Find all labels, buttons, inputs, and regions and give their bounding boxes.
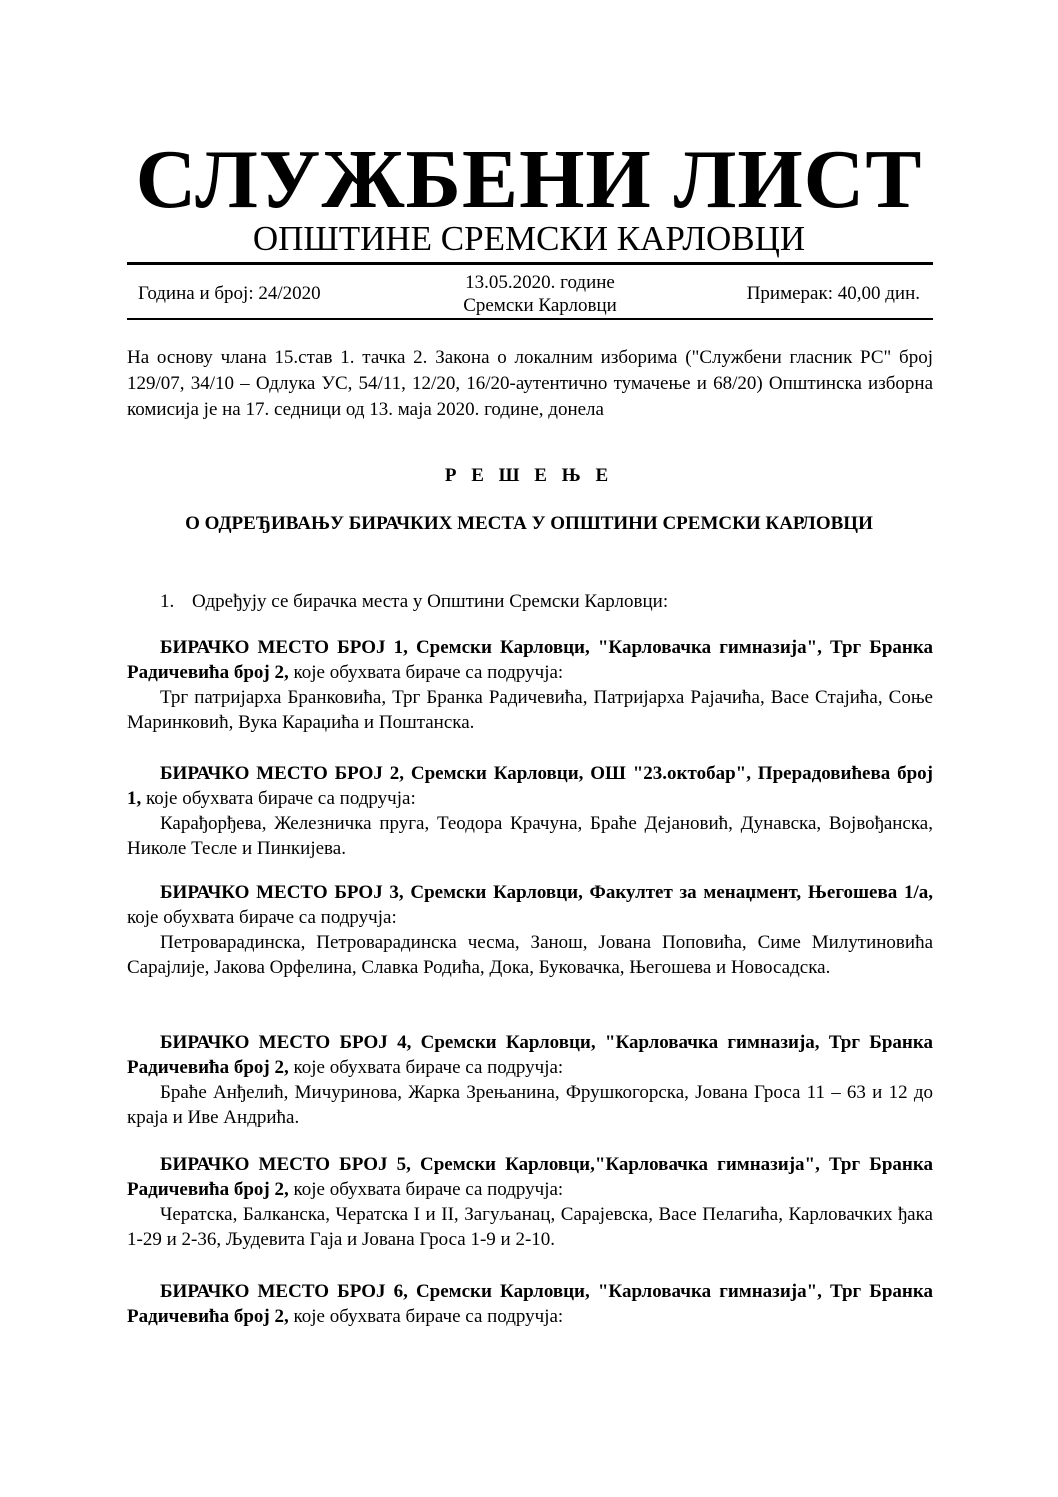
station-heading: БИРАЧКО МЕСТО БРОЈ 3, Сремски Карловци, Факултет за менаџмент, Његошева 1/а, [160, 882, 933, 903]
issue-date-place [440, 271, 640, 317]
list-item-number: 1. [160, 591, 175, 612]
station-streets: Карађорђева, Железничка пруга, Теодора Крачуна, Браће Дејановић, Дунавска, Војвођанска, Николе Тесле и Пинкијева. [127, 813, 933, 859]
gazette-title: СЛУЖБЕНИ ЛИСТ [135, 133, 923, 226]
issue-date: 13.05.2020. године [465, 272, 615, 293]
station-heading: БИРАЧКО МЕСТО БРОЈ 1, Сремски Карловци, "Карловачка гимназија", Трг Бранка Радичевића број 2, [127, 637, 933, 683]
station-heading: БИРАЧКО МЕСТО БРОЈ 2, Сремски Карловци, ОШ "23.октобар", Прерадовићева број 1, [127, 763, 933, 809]
issue-number: Година и број: 24/2020 [138, 283, 321, 304]
list-item-text: Одређују се бирачка места у Општини Сремски Карловци: [192, 591, 669, 612]
station-coverage-intro: које обухвата бираче са подручја: [141, 788, 416, 809]
station-coverage-intro: које обухвата бираче са подручја: [288, 1306, 564, 1327]
issue-price: Примерак: 40,00 дин. [746, 283, 920, 304]
station-heading: БИРАЧКО МЕСТО БРОЈ 5, Сремски Карловци,"Карловачка гимназија", Трг Бранка Радичевића број 2, [127, 1154, 933, 1200]
issue-place: Сремски Карловци [463, 295, 617, 316]
station-streets: Чератска, Балканска, Чератска I и II, Загуљанац, Сарајевска, Васе Пелагића, Карловачких ђака 1-29 и 2-36, Људевита Гаја и Јована Гроса 1-9 и 2-10. [127, 1204, 933, 1250]
station-streets: Трг патријарха Бранковића, Трг Бранка Радичевића, Патријарха Рајачића, Васе Стајића, Соње Маринковић, Вука Караџића и Поштанска. [127, 687, 933, 733]
decision-title: Р Е Ш Е Њ Е [444, 465, 614, 486]
station-coverage-intro: које обухвата бираче са подручја: [127, 907, 397, 928]
list-item [160, 590, 668, 614]
polling-station-1 [127, 635, 933, 735]
station-streets: Браће Анђелић, Мичуринова, Жарка Зрењанина, Фрушкогорска, Јована Гроса 11 – 63 и 12 до краја и Иве Андрића. [127, 1082, 933, 1128]
polling-station-4 [127, 1030, 933, 1130]
polling-station-5 [127, 1152, 933, 1252]
header-rule-top [127, 262, 933, 265]
station-coverage-intro: које обухвата бираче са подручја: [288, 1057, 564, 1078]
polling-station-2 [127, 761, 933, 861]
decision-subtitle: О ОДРЕЂИВАЊУ БИРАЧКИХ МЕСТА У ОПШТИНИ СРЕМСКИ КАРЛОВЦИ [185, 513, 873, 534]
station-coverage-intro: које обухвата бираче са подручја: [288, 662, 564, 683]
station-heading: БИРАЧКО МЕСТО БРОЈ 4, Сремски Карловци, "Карловачка гимназија, Трг Бранка Радичевића број 2, [127, 1032, 933, 1078]
station-heading: БИРАЧКО МЕСТО БРОЈ 6, Сремски Карловци, "Карловачка гимназија", Трг Бранка Радичевића број 2, [127, 1281, 933, 1327]
gazette-subtitle: ОПШТИНЕ СРЕМСКИ КАРЛОВЦИ [252, 219, 806, 258]
header-rule-bottom [127, 318, 933, 320]
station-streets: Петроварадинска, Петроварадинска чесма, Занош, Јована Поповића, Симе Милутиновића Сарајлије, Јакова Орфелина, Славка Родића, Дока, Буковачка, Његошева и Новосадска. [127, 932, 933, 978]
station-coverage-intro: које обухвата бираче са подручја: [288, 1179, 564, 1200]
polling-station-6 [127, 1279, 933, 1329]
polling-station-3 [127, 880, 933, 980]
intro-paragraph: На основу члана 15.став 1. тачка 2. Закона о локалним изборима ("Службени гласник РС" број 129/07, 34/10 – Одлука УС, 54/11, 12/20, 16/20-аутентично тумачење и 68/20) Општинска изборна комисија је на 17. седници од 13. маја 2020. године, донела [127, 347, 933, 420]
